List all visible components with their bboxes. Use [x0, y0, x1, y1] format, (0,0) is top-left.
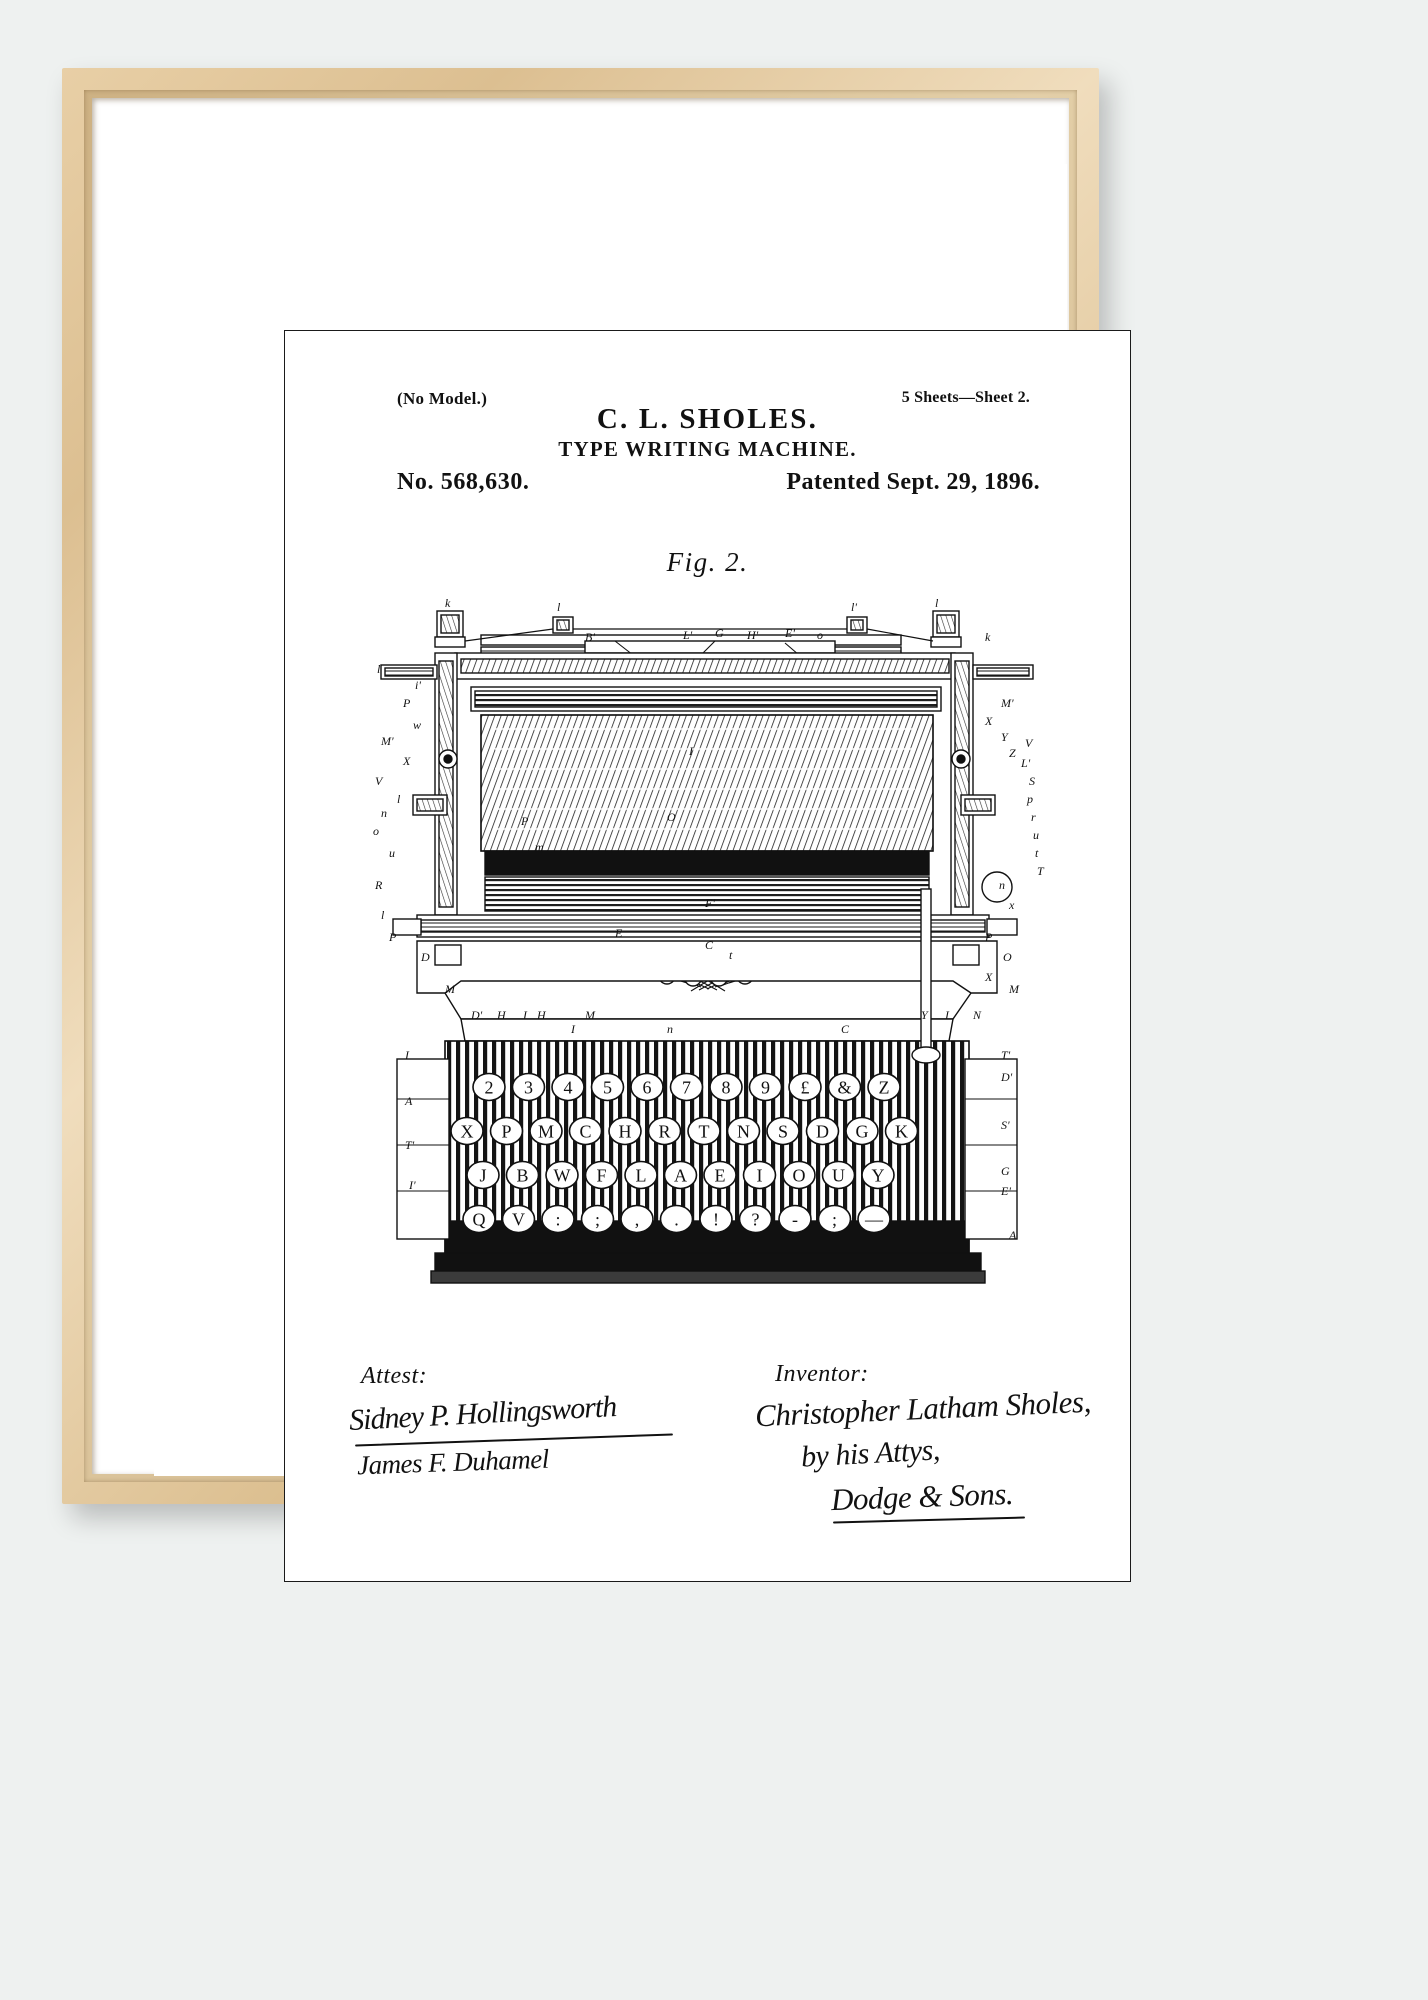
figure-reference-letter: F': [705, 896, 715, 910]
figure-reference-letter: M': [381, 734, 394, 748]
typewriter-key-label: U: [832, 1165, 845, 1186]
patent-date: Patented Sept. 29, 1896.: [786, 469, 1040, 495]
figure-reference-letter: Y: [921, 1008, 928, 1022]
typewriter-key-label: I: [756, 1165, 763, 1186]
figure-reference-letter: I': [409, 1178, 416, 1192]
figure-reference-letter: G: [715, 626, 724, 640]
inventor-signature-3: Dodge & Sons.: [830, 1475, 1014, 1518]
figure-reference-letter: i': [415, 678, 421, 692]
figure-reference-letter: S': [1001, 1118, 1010, 1132]
typewriter-key-label: R: [658, 1121, 671, 1142]
witness-signature-1: Sidney P. Hollingsworth: [348, 1390, 617, 1437]
typewriter-key-label: 4: [563, 1077, 573, 1098]
figure-reference-letter: M: [585, 1008, 595, 1022]
figure-reference-letter: C: [705, 938, 714, 952]
inventor-name-heading: C. L. SHOLES.: [596, 403, 819, 435]
sheet-count: 5 Sheets—Sheet 2.: [901, 389, 1030, 406]
figure-reference-letter: l: [557, 600, 561, 614]
typewriter-key-label: G: [855, 1121, 869, 1142]
figure-reference-letter: E': [785, 626, 795, 640]
typewriter-key-label: ?: [751, 1209, 760, 1230]
typewriter-key-label: &: [837, 1077, 852, 1098]
figure-reference-letter: C: [841, 1022, 850, 1036]
figure-reference-letter: I: [689, 744, 693, 758]
typewriter-key-label: O: [792, 1165, 806, 1186]
typewriter-key-label: ,: [634, 1209, 640, 1230]
figure-reference-letter: M: [1009, 982, 1019, 996]
typewriter-key-label: F: [596, 1165, 607, 1186]
figure-reference-letter: P: [389, 930, 397, 944]
figure-reference-letter: T': [1001, 1048, 1011, 1062]
typewriter-key-label: 7: [682, 1077, 691, 1098]
inventor-signature-2: by his Attys,: [800, 1433, 941, 1474]
figure-reference-letter: V: [1025, 736, 1033, 750]
figure-reference-letter: M': [1001, 696, 1014, 710]
typewriter-key-label: £: [800, 1077, 810, 1098]
no-model-note: (No Model.): [397, 389, 488, 408]
typewriter-key-label: :: [555, 1209, 561, 1230]
figure-reference-letter: H': [747, 628, 759, 642]
figure-reference-letter: n: [667, 1022, 673, 1036]
typewriter-key-label: 8: [721, 1077, 731, 1098]
figure-reference-letter: X: [985, 970, 993, 984]
typewriter-key-label: Z: [878, 1077, 890, 1098]
typewriter-key-label: W: [553, 1165, 571, 1186]
figure-reference-letter: r: [1031, 810, 1036, 824]
figure-reference-letter: A: [405, 1094, 413, 1108]
figure-reference-letter: t: [1035, 846, 1039, 860]
figure-reference-letter: D': [471, 1008, 483, 1022]
figure-reference-letter: p: [1027, 792, 1033, 806]
figure-reference-letter: B': [585, 630, 595, 644]
typewriter-key-label: N: [737, 1121, 750, 1142]
patent-drawing: [285, 589, 1130, 1349]
figure-reference-letter: I: [405, 1048, 409, 1062]
figure-reference-letter: S: [1029, 774, 1035, 788]
figure-reference-letter: k: [445, 596, 451, 610]
typewriter-key-label: —: [865, 1209, 883, 1230]
typewriter-key-label: ;: [594, 1209, 601, 1230]
figure-reference-letter: E': [1001, 1184, 1011, 1198]
typewriter-key-label: -: [792, 1209, 798, 1230]
figure-reference-letter: D': [1001, 1070, 1013, 1084]
inventor-signature-underline: [833, 1516, 1025, 1523]
patent-number: No. 568,630.: [397, 469, 530, 495]
typewriter-key-label: K: [895, 1121, 908, 1142]
inventor-signature-1: Christopher Latham Sholes,: [754, 1383, 1092, 1434]
figure-reference-letter: t: [729, 948, 733, 962]
figure-reference-letter: O: [667, 810, 676, 824]
figure-reference-letter: G: [1001, 1164, 1010, 1178]
typewriter-key-label: 9: [761, 1077, 770, 1098]
typewriter-key-label: V: [512, 1209, 525, 1230]
figure-reference-letter: L': [1021, 756, 1031, 770]
typewriter-key-label: 5: [603, 1077, 612, 1098]
typewriter-key-label: L: [635, 1165, 647, 1186]
figure-reference-letter: E: [615, 926, 623, 940]
typewriter-key-label: P: [501, 1121, 512, 1142]
figure-reference-letter: L': [683, 628, 693, 642]
figure-reference-letter: o: [817, 628, 823, 642]
figure-reference-letter: I: [945, 1008, 949, 1022]
figure-reference-letter: M: [445, 982, 455, 996]
typewriter-key-label: B: [516, 1165, 529, 1186]
typewriter-key-label: J: [479, 1165, 487, 1186]
inventor-label: Inventor:: [775, 1361, 869, 1387]
typewriter-key-label: H: [618, 1121, 632, 1142]
figure-reference-letter: O: [1003, 950, 1012, 964]
witness-signature-2: James F. Duhamel: [356, 1443, 550, 1481]
figure-reference-letter: H: [537, 1008, 546, 1022]
figure-reference-letter: D: [421, 950, 430, 964]
figure-reference-letter: m: [535, 840, 544, 854]
figure-reference-letter: Y: [1001, 730, 1008, 744]
typewriter-key-label: T: [698, 1121, 710, 1142]
figure-reference-letter: l': [851, 600, 857, 614]
figure-reference-letter: o: [373, 824, 379, 838]
typewriter-key-label: !: [713, 1209, 719, 1230]
attest-label: Attest:: [361, 1363, 428, 1389]
figure-reference-letter: R: [375, 878, 383, 892]
signature-block: [285, 1351, 1130, 1571]
typewriter-key-label: .: [674, 1209, 679, 1230]
figure-reference-letter: I: [571, 1022, 575, 1036]
typewriter-key-label: Y: [871, 1165, 885, 1186]
figure-reference-letter: T': [405, 1138, 415, 1152]
figure-reference-letter: H: [497, 1008, 506, 1022]
patent-header: [285, 331, 1130, 501]
patent-title: TYPE WRITING MACHINE.: [558, 437, 857, 461]
figure-reference-letter: n: [999, 878, 1005, 892]
typewriter-key-label: 2: [484, 1077, 494, 1098]
figure-reference-letter: w: [413, 718, 422, 732]
typewriter-key-label: E: [714, 1165, 726, 1186]
figure-reference-letter: l: [381, 908, 385, 922]
typewriter-key-label: ;: [831, 1209, 838, 1230]
typewriter-key-label: M: [537, 1121, 555, 1142]
typewriter-key-label: D: [816, 1121, 829, 1142]
figure-reference-letter: X: [985, 714, 993, 728]
figure-reference-letter: I: [523, 1008, 527, 1022]
figure-reference-letter: u: [389, 846, 395, 860]
figure-reference-letter: P: [985, 930, 993, 944]
figure-reference-letter: T: [1037, 864, 1044, 878]
typewriter-key-label: 3: [524, 1077, 533, 1098]
figure-reference-letter: x: [1009, 898, 1015, 912]
figure-reference-letter: n: [381, 806, 387, 820]
typewriter-key-label: C: [579, 1121, 592, 1142]
figure-reference-letter: X: [403, 754, 411, 768]
figure-reference-letter: k: [985, 630, 991, 644]
figure-reference-letter: V: [375, 774, 383, 788]
typewriter-key-label: S: [777, 1121, 789, 1142]
typewriter-key-label: Q: [472, 1209, 486, 1230]
figure-reference-letter: Z: [1009, 746, 1016, 760]
figure-reference-letter: l: [377, 662, 381, 676]
patent-sheet: [284, 330, 1131, 1582]
figure-reference-letter: l: [397, 792, 401, 806]
figure-reference-letter: P: [521, 814, 529, 828]
mat-board: [154, 164, 1092, 1518]
picture-frame: [62, 68, 1099, 1518]
typewriter-figure: [285, 589, 1130, 1349]
figure-label: Fig. 2.: [666, 547, 749, 577]
figure-reference-letter: P: [403, 696, 411, 710]
typewriter-key-label: X: [460, 1121, 474, 1142]
figure-reference-letter: u: [1033, 828, 1039, 842]
figure-reference-letter: N: [973, 1008, 982, 1022]
figure-reference-letter: l: [935, 596, 939, 610]
typewriter-key-label: A: [674, 1165, 687, 1186]
figure-reference-letter: A: [1009, 1228, 1017, 1242]
typewriter-key-label: 6: [642, 1077, 652, 1098]
